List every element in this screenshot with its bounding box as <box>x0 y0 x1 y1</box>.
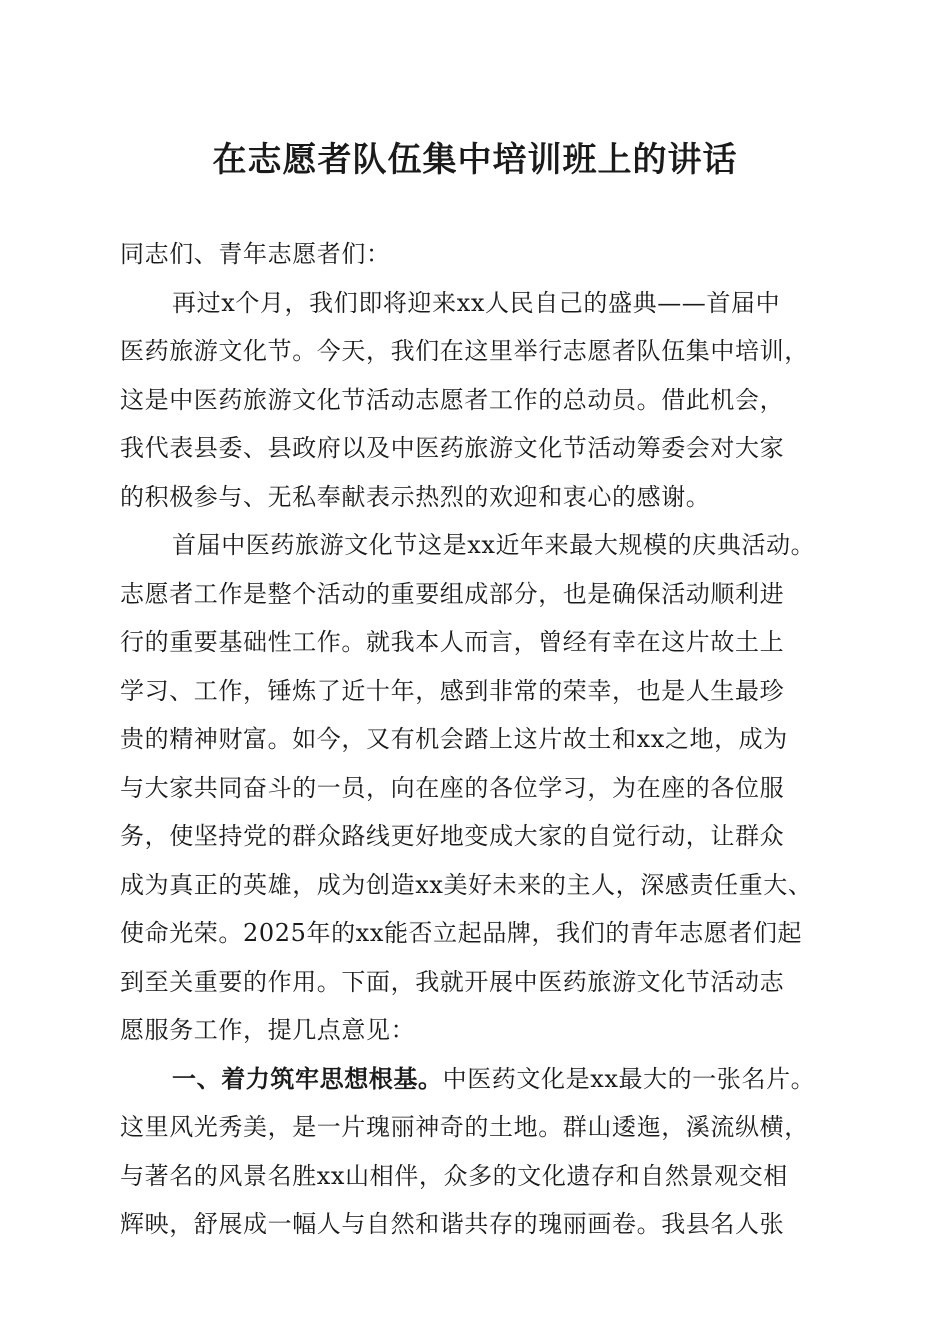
paragraph-line: 学习、工作，锤炼了近十年，感到非常的荣幸，也是人生最珍 <box>120 676 785 705</box>
paragraph-line: 使命光荣。2025年的xx能否立起品牌，我们的青年志愿者们起 <box>120 919 803 947</box>
paragraph-line: 志愿者工作是整个活动的重要组成部分，也是确保活动顺利进 <box>120 579 785 608</box>
paragraph-line: 这是中医药旅游文化节活动志愿者工作的总动员。借此机会， <box>120 385 785 414</box>
paragraph-line: 首届中医药旅游文化节这是xx近年来最大规模的庆典活动。 <box>172 531 816 559</box>
paragraph-line: 愿服务工作，提几点意见： <box>120 1016 416 1044</box>
document-title: 在志愿者队伍集中培训班上的讲话 <box>212 140 738 180</box>
paragraph-line: 成为真正的英雄，成为创造xx美好未来的主人，深感责任重大、 <box>120 870 813 899</box>
paragraph-1 <box>120 279 832 522</box>
paragraph-3 <box>120 1055 832 1249</box>
paragraph-2 <box>120 521 832 1055</box>
paragraph-line: 医药旅游文化节。今天，我们在这里举行志愿者队伍集中培训， <box>120 337 809 365</box>
paragraph-line: 我代表县委、县政府以及中医药旅游文化节活动筹委会对大家 <box>120 434 785 462</box>
paragraph-line-text: 中医药文化是xx最大的一张名片。 <box>442 1064 816 1093</box>
paragraph-line: 到至关重要的作用。下面，我就开展中医药旅游文化节活动志 <box>120 967 785 996</box>
paragraph-line: 的积极参与、无私奉献表示热烈的欢迎和衷心的感谢。 <box>120 482 711 511</box>
paragraph-line: 贵的精神财富。如今，又有机会踏上这片故土和xx之地，成为 <box>120 725 788 753</box>
paragraph-line: 务，使坚持党的群众路线更好地变成大家的自觉行动，让群众 <box>120 822 785 850</box>
paragraph-line: 辉映，舒展成一幅人与自然和谐共存的瑰丽画卷。我县名人张 <box>120 1210 785 1238</box>
paragraph-line: 行的重要基础性工作。就我本人而言，曾经有幸在这片故土上 <box>120 628 785 656</box>
salutation: 同志们、青年志愿者们： <box>120 240 391 268</box>
paragraph-line: 再过x个月，我们即将迎来xx人民自己的盛典——首届中 <box>172 288 781 317</box>
document-body <box>120 230 832 1249</box>
paragraph-line: 与著名的风景名胜xx山相伴，众多的文化遗存和自然景观交相 <box>120 1161 788 1190</box>
paragraph-line <box>120 1055 832 1104</box>
paragraph-line: 这里风光秀美，是一片瑰丽神奇的土地。群山逶迤，溪流纵横， <box>120 1113 809 1141</box>
section-heading: 一、着力筑牢思想根基。 <box>172 1064 443 1093</box>
paragraph-line: 与大家共同奋斗的一员，向在座的各位学习，为在座的各位服 <box>120 773 785 802</box>
